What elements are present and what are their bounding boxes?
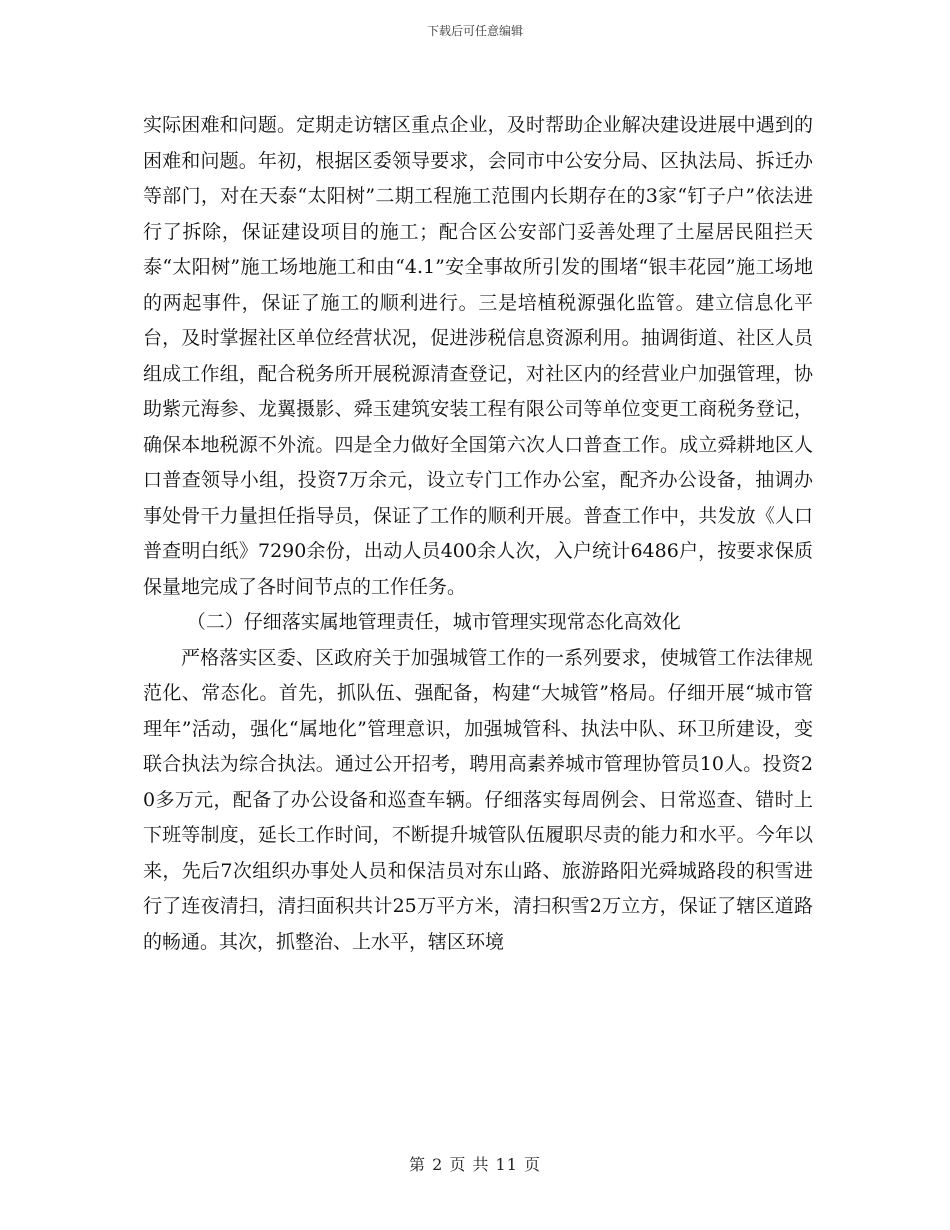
section-heading: （二）仔细落实属地管理责任，城市管理实现常态化高效化 [186,611,681,633]
body-paragraph-2: 严格落实区委、区政府关于加强城管工作的一系列要求，使城管工作法律规范化、常态化。首先，抓队伍、强配备，构建“大城管”格局。仔细开展“城市管理年”活动，强化“属地化”管理意识，加强城管科、执法中队、环卫所建设，变联合执法为综合执法。通过公开招考，聘用高素养城市管理协管员10人。投资20多万元，配备了办公设备和巡查车辆。仔细落实每周例会、日常巡查、错时上下班等制度，延长工作时间，不断提升城管队伍履职尽责的能力和水平。今年以来，先后7次组织办事处人员和保洁员对东山路、旅游路阳光舜城路段的积雪进行了连夜清扫，清扫面积共计25万平方米，清扫积雪2万立方，保证了辖区道路的畅通。其次，抓整治、上水平，辖区环境 [143,646,813,953]
body-paragraph-1: 实际困难和问题。定期走访辖区重点企业，及时帮助企业解决建设进展中遇到的困难和问题。年初，根据区委领导要求，会同市中公安分局、区执法局、拆迁办等部门，对在天泰“太阳树”二期工程施工范围内长期存在的3家“钉子户”依法进行了拆除，保证建设项目的施工；配合区公安部门妥善处理了土屋居民阻拦天泰“太阳树”施工场地施工和由“4.1”安全事故所引发的围堵“银丰花园”施工场地的两起事件，保证了施工的顺利进行。三是培植税源强化监管。建立信息化平台，及时掌握社区单位经营状况，促进涉税信息资源利用。抽调街道、社区人员组成工作组，配合税务所开展税源清查登记，对社区内的经营业户加强管理，协助紫元海参、龙翼摄影、舜玉建筑安装工程有限公司等单位变更工商税务登记，确保本地税源不外流。四是全力做好全国第六次人口普查工作。成立舜耕地区人口普查领导小组，投资7万余元，设立专门工作办公室，配齐办公设备，抽调办事处骨干力量担任指导员，保证了工作的顺利开展。普查工作中，共发放《人口普查明白纸》7290余份，出动人员400余人次，入户统计6486户，按要求保质保量地完成了各时间节点的工作任务。 [143,114,813,598]
page-number-footer: 第 2 页 共 11 页 [409,1155,541,1174]
document-body [143,108,813,960]
page-header-note: 下载后可任意编辑 [426,24,523,38]
